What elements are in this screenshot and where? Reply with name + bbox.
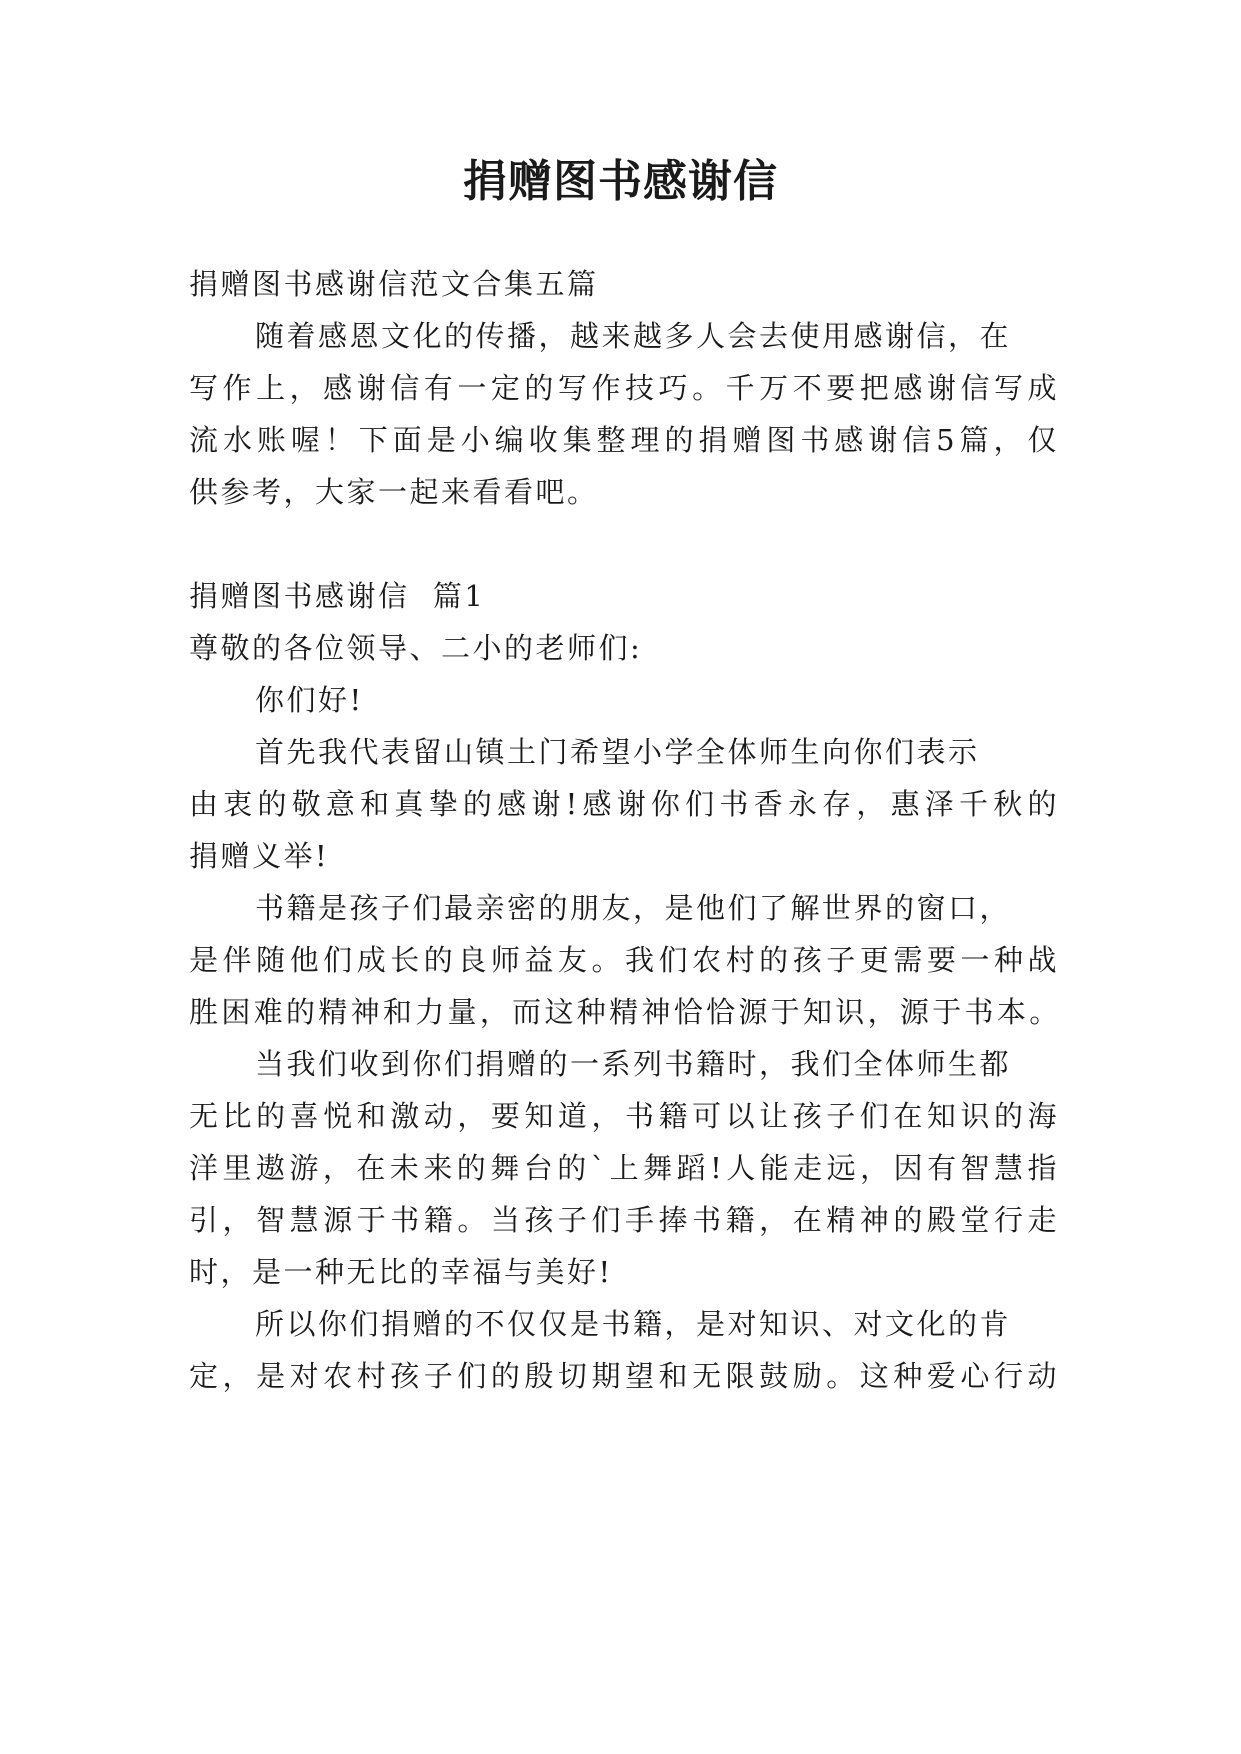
intro-line: 流水账喔！下面是小编收集整理的捐赠图书感谢信5篇，仅 [189,423,1059,457]
document-title: 捐赠图书感谢信 [463,156,778,207]
paragraph-line: 捐赠义举! [189,839,330,873]
paragraph-line: 所以你们捐赠的不仅仅是书籍，是对知识、对文化的肯 [255,1307,1012,1341]
document-subtitle: 捐赠图书感谢信范文合集五篇 [189,267,599,301]
paragraph-line: 当我们收到你们捐赠的一系列书籍时，我们全体师生都 [255,1047,1012,1081]
paragraph-line: 引，智慧源于书籍。当孩子们手捧书籍，在精神的殿堂行走 [189,1203,1059,1237]
greeting: 你们好! [255,683,364,717]
salutation: 尊敬的各位领导、二小的老师们: [189,631,643,665]
paragraph-line: 无比的喜悦和激动，要知道，书籍可以让孩子们在知识的海 [189,1099,1059,1133]
paragraph-line: 是伴随他们成长的良师益友。我们农村的孩子更需要一种战 [189,943,1059,977]
paragraph-line: 由衷的敬意和真挚的感谢!感谢你们书香永存，惠泽千秋的 [189,787,1059,821]
paragraph-line: 胜困难的精神和力量，而这种精神恰恰源于知识，源于书本。 [189,995,1059,1029]
paragraph-line: 书籍是孩子们最亲密的朋友，是他们了解世界的窗口， [255,891,1012,925]
paragraph-line: 洋里遨游，在未来的舞台的`上舞蹈!人能走远，因有智慧指 [189,1151,1059,1185]
paragraph-line: 时，是一种无比的幸福与美好! [189,1255,613,1289]
paragraph-line: 首先我代表留山镇土门希望小学全体师生向你们表示 [255,735,980,769]
paragraph-line: 定，是对农村孩子们的殷切期望和无限鼓励。这种爱心行动 [189,1359,1059,1393]
intro-line: 写作上，感谢信有一定的写作技巧。千万不要把感谢信写成 [189,371,1059,405]
section-heading: 捐赠图书感谢信 篇1 [189,579,486,613]
intro-line: 随着感恩文化的传播，越来越多人会去使用感谢信，在 [255,319,1012,353]
intro-line: 供参考，大家一起来看看吧。 [189,475,599,509]
